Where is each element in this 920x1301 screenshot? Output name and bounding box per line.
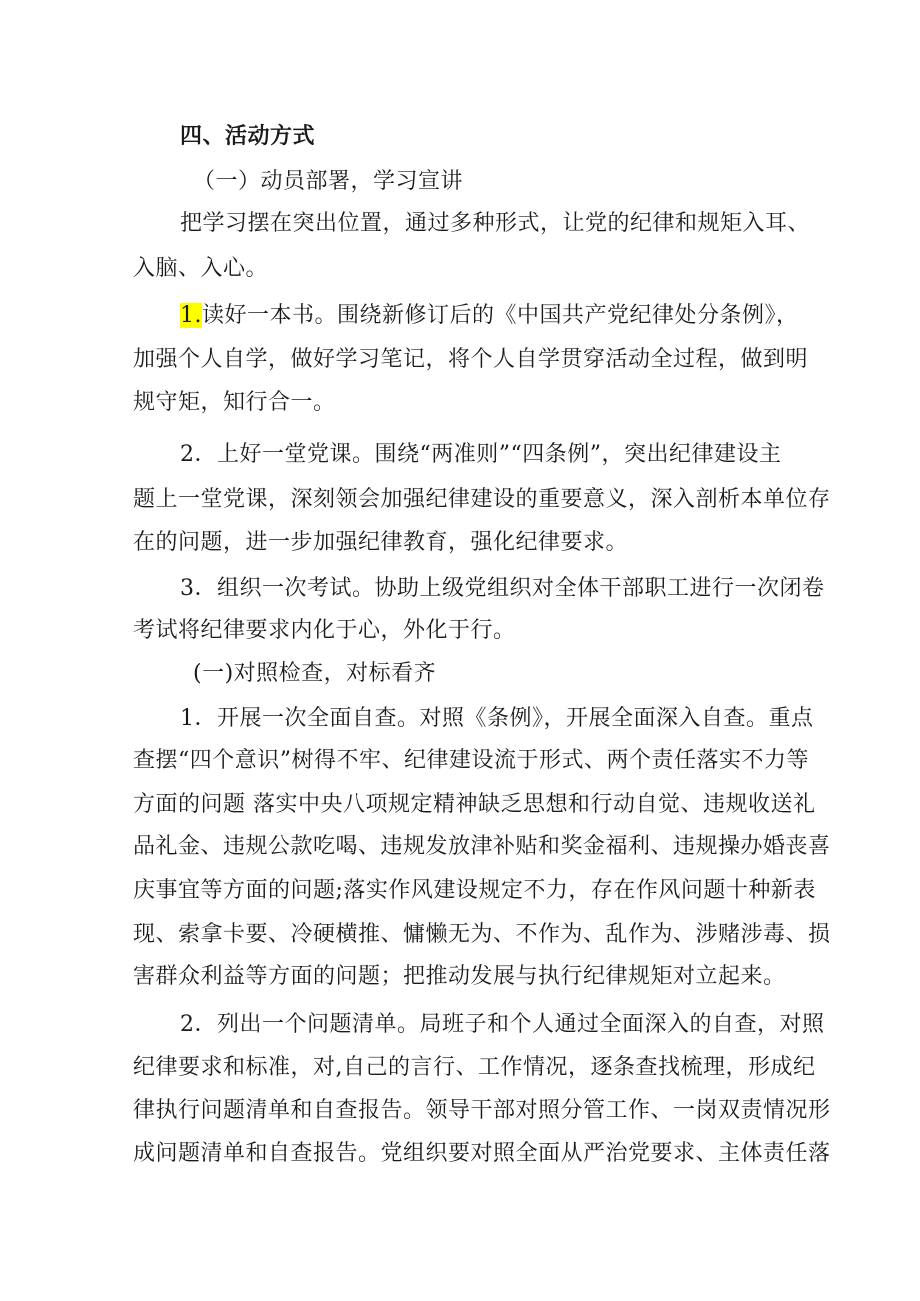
paragraph-line: 查摆“四个意识”树得不牢、纪律建设流于形式、两个责任落实不力等 <box>133 748 809 773</box>
paragraph-line: 入脑、入心。 <box>133 256 269 281</box>
paragraph-line: 3．组织一次考试。协助上级党组织对全体干部职工进行一次闭卷 <box>180 576 825 601</box>
paragraph-line: 2．上好一堂党课。围绕“两准则”“四条例”，突出纪律建设主 <box>180 442 782 467</box>
paragraph-line: 方面的问题 落实中央八项规定精神缺乏思想和行动自觉、违规收送礼 <box>133 792 816 817</box>
paragraph-line: 题上一堂党课，深刻领会加强纪律建设的重要意义，深入剖析本单位存 <box>133 487 831 512</box>
paragraph-line: 在的问题，进一步加强纪律教育，强化纪律要求。 <box>133 530 629 555</box>
paragraph-line: 律执行问题清单和自查报告。领导干部对照分管工作、一岗双责情况形 <box>133 1098 831 1123</box>
paragraph-line: 庆事宜等方面的问题;落实作风建设规定不力，存在作风问题十种新表 <box>133 878 816 903</box>
paragraph-line: 纪律要求和标准，对,自己的言行、工作情况，逐条查找梳理，形成纪 <box>133 1055 816 1080</box>
paragraph-line: 1．开展一次全面自查。对照《条例》，开展全面深入自查。重点 <box>180 706 814 731</box>
paragraph-line: 1.读好一本书。围绕新修订后的《中国共产党纪律处分条例》， <box>180 303 799 328</box>
paragraph-line: 考试将纪律要求内化于心，外化于行。 <box>133 618 516 643</box>
highlighted-number: 1. <box>180 303 202 328</box>
paragraph-line: 把学习摆在突出位置，通过多种形式，让党的纪律和规矩入耳、 <box>180 211 811 236</box>
section-heading: 四、活动方式 <box>180 123 316 149</box>
paragraph-line: 害群众利益等方面的问题；把推动发展与执行纪律规矩对立起来。 <box>133 964 786 989</box>
paragraph-line: 品礼金、违规公款吃喝、违规发放津补贴和奖金福利、违规操办婚丧喜 <box>133 834 831 859</box>
paragraph-line: 成问题清单和自查报告。党组织要对照全面从严治党要求、主体责任落 <box>133 1141 831 1166</box>
paragraph-line: 现、索拿卡要、冷硬横推、慵懒无为、不作为、乱作为、涉赌涉毒、损 <box>133 922 831 947</box>
subsection-heading: （一）动员部署，学习宣讲 <box>193 169 464 194</box>
subsection-heading: (一)对照检查，对标看齐 <box>193 661 437 686</box>
paragraph-line: 加强个人自学，做好学习笔记，将个人自学贯穿活动全过程，做到明 <box>133 347 809 372</box>
paragraph-line: 2．列出一个问题清单。局班子和个人通过全面深入的自查，对照 <box>180 1012 825 1037</box>
paragraph-line: 规守矩，知行合一。 <box>133 390 336 415</box>
